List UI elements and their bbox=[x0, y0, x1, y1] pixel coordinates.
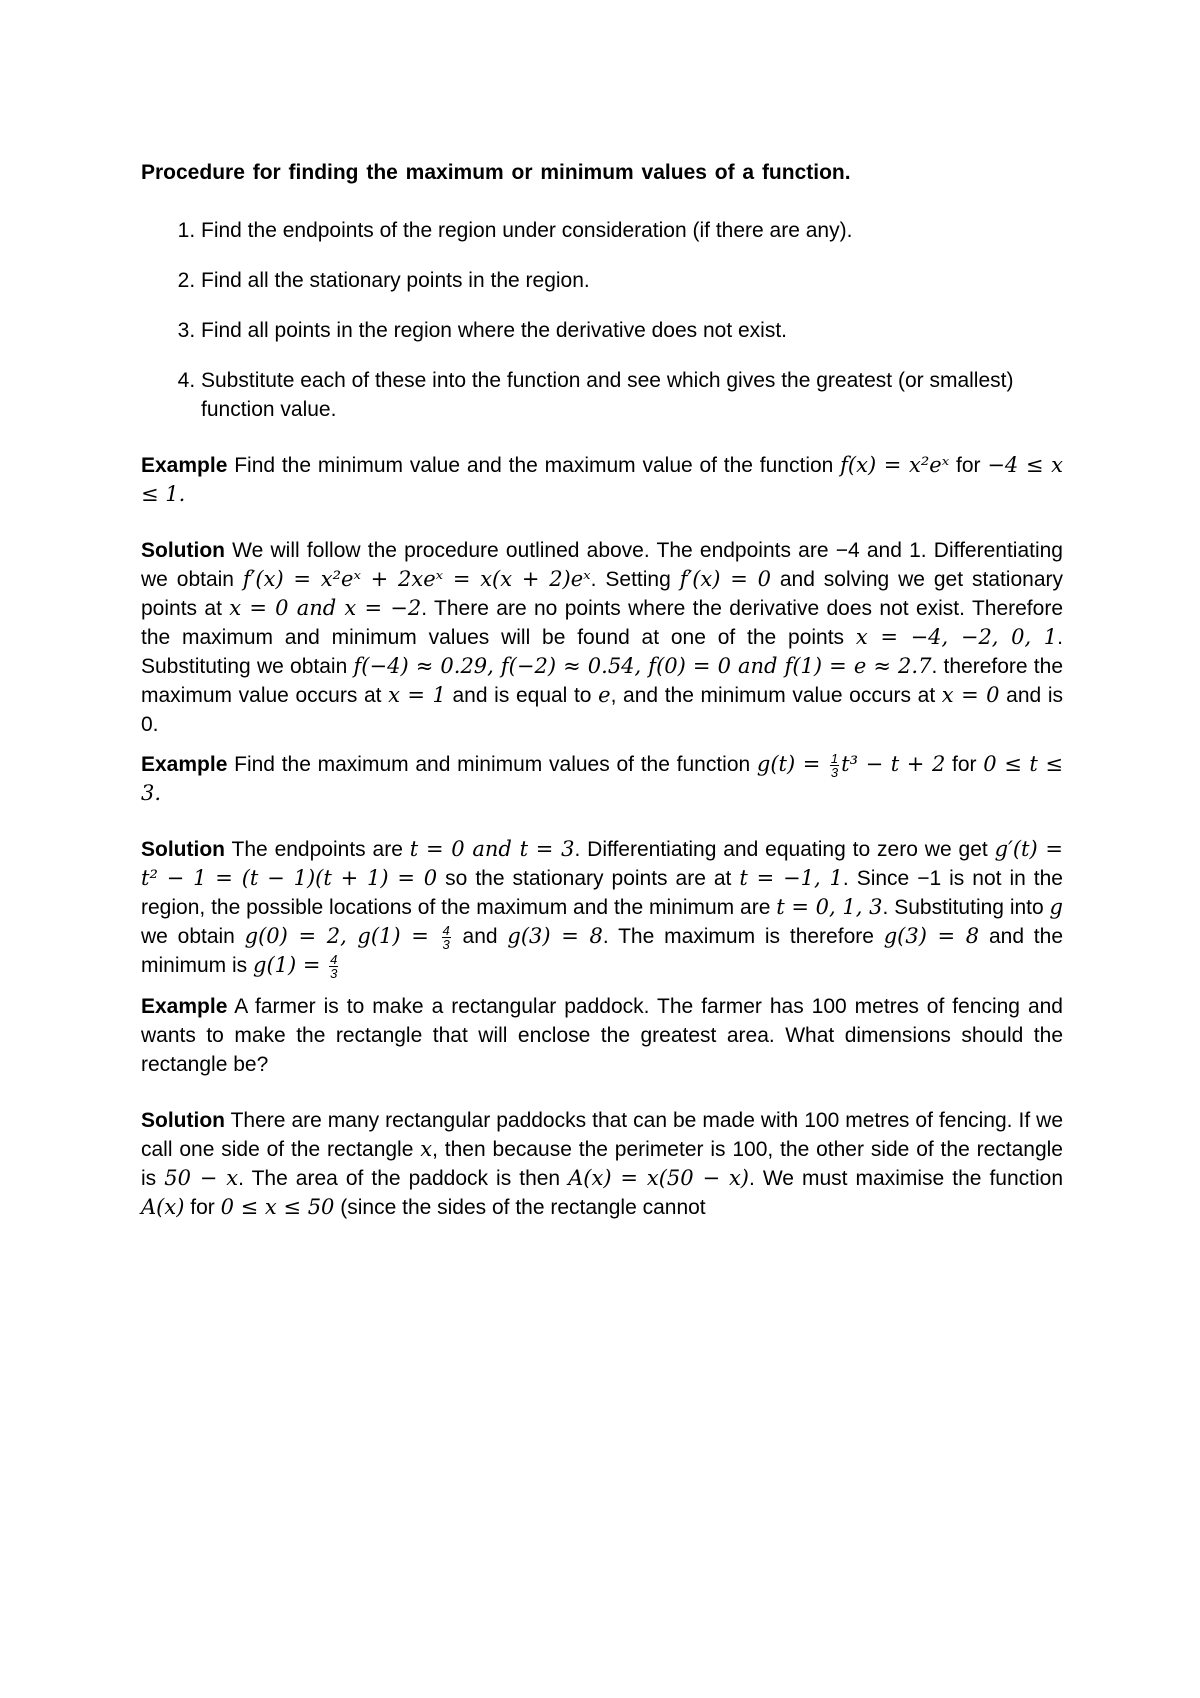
endpoints: t = 0 and t = 3 bbox=[409, 837, 575, 861]
area-function: A(x) = x(50 − x) bbox=[568, 1166, 749, 1190]
example-1 bbox=[141, 451, 1063, 509]
domain-range: 0 ≤ t ≤ 3. bbox=[141, 752, 1063, 805]
solution-text: . Setting bbox=[590, 568, 680, 591]
example-label: Example bbox=[141, 454, 228, 477]
fraction-denominator: 3 bbox=[442, 936, 450, 952]
solution-label: Solution bbox=[141, 1109, 225, 1132]
solution-1 bbox=[141, 536, 1063, 739]
solution-label: Solution bbox=[141, 539, 225, 562]
section-title: Procedure for finding the maximum or minimum values of a function. bbox=[141, 161, 851, 184]
solution-text: . therefore the maximum value occurs at bbox=[141, 655, 1063, 707]
solution-text: . Substituting we obtain bbox=[141, 626, 1063, 678]
function-values: f(−4) ≈ 0.29, f(−2) ≈ 0.54, f(0) = 0 and f(1) = e ≈ 2.7 bbox=[353, 654, 932, 678]
solution-text: . Substituting into bbox=[882, 896, 1050, 919]
fraction bbox=[329, 953, 338, 980]
example-text: for bbox=[945, 753, 984, 776]
example-text: Find the maximum and minimum values of the function bbox=[227, 753, 757, 776]
document-page bbox=[141, 158, 1063, 1249]
function-value: g(3) = 8 bbox=[507, 924, 603, 948]
procedure-steps bbox=[141, 216, 1063, 424]
solution-2 bbox=[141, 835, 1063, 980]
solution-text: and is equal to bbox=[445, 684, 599, 707]
solution-text: We will follow the procedure outlined above. The endpoints are −4 and 1. Differentiating we obtain bbox=[141, 539, 1063, 591]
function-expression: f(x) = x²eˣ bbox=[840, 453, 950, 477]
procedure-step: 4. Substitute each of these into the function and see which gives the greatest (or smallest) function value. bbox=[201, 366, 1063, 424]
candidate-points: x = −4, −2, 0, 1 bbox=[855, 625, 1058, 649]
variable: x bbox=[420, 1137, 433, 1161]
max-value: e bbox=[598, 683, 611, 707]
solution-text: . The area of the paddock is then bbox=[238, 1167, 569, 1190]
derivative-expression: g′(t) = t² − 1 = (t − 1)(t + 1) = 0 bbox=[141, 837, 1063, 890]
function-name: A(x) bbox=[141, 1195, 185, 1219]
fraction-numerator: 1 bbox=[830, 750, 839, 766]
solution-text: and is 0. bbox=[141, 684, 1063, 736]
procedure-step: 1. Find the endpoints of the region under consideration (if there are any). bbox=[201, 216, 1063, 245]
function-values: g(0) = 2, g(1) = bbox=[244, 924, 440, 948]
solution-text: we obtain bbox=[141, 925, 245, 948]
candidate-points: t = 0, 1, 3 bbox=[776, 895, 883, 919]
domain-range: 0 ≤ x ≤ 50 bbox=[220, 1195, 335, 1219]
solution-text: for bbox=[184, 1196, 221, 1219]
function-lhs: g(t) = bbox=[756, 752, 828, 776]
example-text: for bbox=[949, 454, 988, 477]
solution-text: . Differentiating and equating to zero we get bbox=[574, 838, 995, 861]
domain-range: −4 ≤ x ≤ 1. bbox=[141, 453, 1063, 506]
fraction bbox=[442, 924, 451, 951]
example-label: Example bbox=[141, 753, 228, 776]
function-name: g bbox=[1049, 895, 1063, 919]
procedure-step: 2. Find all the stationary points in the region. bbox=[201, 266, 1063, 295]
example-2 bbox=[141, 750, 1063, 808]
fraction-denominator: 3 bbox=[330, 965, 338, 981]
max-location: x = 1 bbox=[388, 683, 446, 707]
solution-text: and the minimum is bbox=[141, 925, 1063, 977]
derivative-expression: f′(x) = x²eˣ + 2xeˣ = x(x + 2)eˣ bbox=[242, 567, 591, 591]
fraction bbox=[830, 752, 839, 779]
solution-text: , then because the perimeter is 100, the other side of the rectangle is bbox=[141, 1138, 1063, 1190]
solution-text: and solving we get stationary points at bbox=[141, 568, 1063, 620]
example-3 bbox=[141, 992, 1063, 1079]
procedure-step: 3. Find all points in the region where the derivative does not exist. bbox=[201, 316, 1063, 345]
solution-text: , and the minimum value occurs at bbox=[610, 684, 942, 707]
stationary-points: x = 0 and x = −2 bbox=[229, 596, 422, 620]
solution-text: There are many rectangular paddocks that can be made with 100 metres of fencing. If we call one side of the rectangle bbox=[141, 1109, 1063, 1161]
example-label: Example bbox=[141, 995, 228, 1018]
solution-text: so the stationary points are at bbox=[437, 867, 740, 890]
solution-text: The endpoints are bbox=[224, 838, 410, 861]
min-location: x = 0 bbox=[941, 683, 1000, 707]
derivative-zero: f′(x) = 0 bbox=[679, 567, 771, 591]
solution-text: and bbox=[452, 925, 508, 948]
fraction-denominator: 3 bbox=[830, 764, 839, 780]
solution-text: (since the sides of the rectangle cannot bbox=[334, 1196, 706, 1219]
fraction-numerator: 4 bbox=[330, 951, 338, 967]
solution-text: . There are no points where the derivative does not exist. Therefore the maximum and minimum values will be found at one of the points bbox=[141, 597, 1063, 649]
fraction-numerator: 4 bbox=[442, 922, 450, 938]
min-value: g(1) = bbox=[253, 953, 328, 977]
solution-label: Solution bbox=[141, 838, 225, 861]
solution-text: . Since −1 is not in the region, the possible locations of the maximum and the minimum are bbox=[141, 867, 1063, 919]
example-text: A farmer is to make a rectangular paddock. The farmer has 100 metres of fencing and wants to make the rectangle that will enclose the greatest area. What dimensions should the rectangle be? bbox=[141, 995, 1063, 1076]
solution-3 bbox=[141, 1106, 1063, 1222]
solution-text: . We must maximise the function bbox=[749, 1167, 1064, 1190]
function-rhs: t³ − t + 2 bbox=[841, 752, 946, 776]
stationary-points: t = −1, 1 bbox=[739, 866, 843, 890]
other-side: 50 − x bbox=[164, 1166, 239, 1190]
example-text: Find the minimum value and the maximum value of the function bbox=[227, 454, 841, 477]
max-value: g(3) = 8 bbox=[883, 924, 980, 948]
solution-text: . The maximum is therefore bbox=[602, 925, 884, 948]
